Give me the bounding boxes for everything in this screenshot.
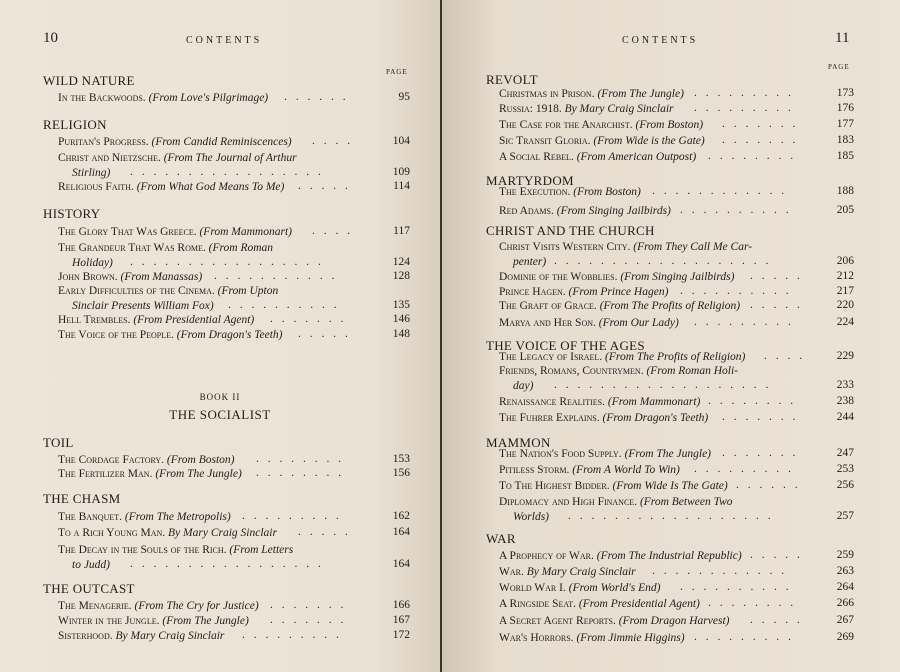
entry-source: (From Dragon's Teeth) [602,412,709,424]
dot-leader: . . . . . . . . . . . [214,270,338,282]
entry-page-number: 167 [392,614,410,626]
entry-page-number: 244 [836,411,854,423]
section-title: MAMMON [486,435,551,450]
dot-leader: . . . . . . . . . . . . [652,565,788,577]
entry-source: By Mary Craig Sinclair [564,103,674,115]
entry-page-number: 188 [836,185,854,197]
entry-page-number: 224 [836,316,854,328]
toc-entry [499,565,636,579]
entry-page-number: 164 [392,558,410,570]
entry-page-number: 269 [836,631,854,643]
dot-leader: . . . . . [750,614,803,626]
entry-title: Puritan's Progress. [58,136,149,148]
page-number: 11 [835,30,850,46]
entry-title: The Legacy of Israel. [499,351,603,363]
toc-entry [58,241,273,255]
page-number: 10 [43,30,58,46]
entry-title: Sisterhood. [58,630,113,642]
dot-leader: . . . . . . . . . . . . . . . . . [130,558,324,570]
entry-source: (From Jimmie Higgins) [576,632,685,644]
entry-source: By Mary Craig Sinclair [115,630,225,642]
entry-source: (From The Jungle) [162,615,249,627]
toc-entry [499,479,728,493]
toc-entry [58,284,278,298]
running-head: CONTENTS [622,35,699,46]
entry-source-continued: penter) [513,256,547,268]
entry-title: The Nation's Food Supply. [499,448,622,460]
entry-source: (From Manassas) [120,271,203,283]
entry-page-number: 183 [836,134,854,146]
entry-title: War. [499,566,524,578]
entry-title: World War I. [499,582,566,594]
toc-entry [58,151,297,165]
entry-source: (From They Call Me Car- [633,241,753,253]
toc-entry [499,87,684,101]
entry-page-number: 267 [836,614,854,626]
entry-page-number: 135 [392,299,410,311]
entry-source: (From Letters [229,544,294,556]
entry-title: Christmas in Prison. [499,88,595,100]
dot-leader: . . . . [312,135,354,147]
entry-page-number: 173 [836,87,854,99]
section-title: THE VOICE OF THE AGES [486,338,645,353]
toc-entry [58,328,283,342]
entry-source: (From Wide Is The Gate) [612,480,728,492]
dot-leader: . . . . . [298,180,351,192]
entry-source: (From The Jungle) [597,88,684,100]
entry-page-number: 266 [836,597,854,609]
entry-page-number: 156 [392,467,410,479]
toc-entry [499,581,660,595]
toc-entry [499,614,729,628]
right-page [442,0,900,672]
entry-title: The Fertilizer Man. [58,468,153,480]
entry-title: Dominie of the Wobblies. [499,271,618,283]
entry-title: The Banquet. [58,511,122,523]
entry-source: (From Boston) [573,186,641,198]
entry-page-number: 247 [836,447,854,459]
entry-page-number: 176 [836,102,854,114]
entry-page-number: 104 [392,135,410,147]
entry-source-continued: Sinclair Presents William Fox) [72,300,214,312]
dot-leader: . . . . . [298,526,351,538]
entry-source: (From Wide is the Gate) [593,135,705,147]
entry-title: Sic Transit Gloria. [499,135,591,147]
entry-page-number: 220 [836,299,854,311]
entry-title: Friends, Romans, Countrymen. [499,365,644,377]
entry-title: The Decay in the Souls of the Rich. [58,544,227,556]
toc-entry [58,270,202,284]
entry-title: The Voice of the People. [58,329,174,341]
entry-title: Winter in the Jungle. [58,615,160,627]
entry-source: (From Presidential Agent) [133,314,255,326]
dot-leader: . . . . . . . . . . . . . . . . . . . [554,379,772,391]
dot-leader: . . . . . . . . [256,453,345,465]
dot-leader: . . . . . . . . . . . . . . . . . [130,256,324,268]
toc-entry [499,411,708,425]
entry-title: The Glory That Was Greece. [58,226,197,238]
dot-leader: . . . . . . . . . . . . . . . . . . [568,510,774,522]
toc-entry [499,463,680,477]
dot-leader: . . . . . [750,549,803,561]
entry-title: John Brown. [58,271,118,283]
dot-leader: . . . . [312,225,354,237]
entry-page-number: 166 [392,599,410,611]
entry-source-continued: day) [513,380,534,392]
entry-page-number: 264 [836,581,854,593]
toc-entry [499,316,679,330]
page-column-label: PAGE [386,68,408,76]
dot-leader: . . . . . [750,270,803,282]
entry-source-continued: to Judd) [72,559,111,571]
section-title: HISTORY [43,206,101,221]
dot-leader: . . . . . . . [270,614,347,626]
toc-entry [499,495,733,509]
toc-entry [58,453,235,467]
entry-page-number: 95 [398,91,410,103]
section-title: THE OUTCAST [43,581,135,596]
entry-source: (From The Cry for Justice) [134,600,259,612]
entry-title: A Prophecy of War. [499,550,594,562]
toc-entry [58,91,268,105]
entry-source: (From Mammonart) [607,396,701,408]
entry-title: To The Highest Bidder. [499,480,610,492]
entry-source: (From Prince Hagen) [568,286,669,298]
entry-page-number: 146 [392,313,410,325]
dot-leader: . . . . . . . . . [694,102,794,114]
entry-source: (From Roman Holi- [646,365,739,377]
section-title: CHRIST AND THE CHURCH [486,223,655,238]
entry-page-number: 172 [392,629,410,641]
entry-title: The Case for the Anarchist. [499,119,633,131]
toc-entry [58,614,249,628]
entry-source: By Mary Craig Sinclair [168,527,277,539]
toc-entry [58,313,254,327]
entry-title: A Ringside Seat. [499,598,577,610]
dot-leader: . . . . . . . . . [242,510,342,522]
entry-title: A Secret Agent Reports. [499,615,616,627]
dot-leader: . . . . . . . . . . . . [652,185,788,197]
entry-source: (From Dragon Harvest) [618,615,730,627]
dot-leader: . . . . . [750,299,803,311]
entry-title: The Fuhrer Explains. [499,412,600,424]
entry-source: (From Love's Pilgrimage) [148,92,269,104]
entry-page-number: 233 [836,379,854,391]
entry-page-number: 128 [392,270,410,282]
entry-title: Christ Visits Western City. [499,241,631,253]
toc-entry [499,350,745,364]
entry-title: The Menagerie. [58,600,132,612]
entry-page-number: 259 [836,549,854,561]
dot-leader: . . . . [764,350,806,362]
toc-entry [499,204,671,218]
entry-page-number: 148 [392,328,410,340]
entry-source: (From Between Two [639,496,733,508]
entry-source: (From The Jungle) [155,468,242,480]
entry-title: Russia: 1918. [499,103,562,115]
entry-page-number: 205 [836,204,854,216]
entry-source: (From World's End) [568,582,661,594]
entry-source: (From The Metropolis) [124,511,231,523]
dot-leader: . . . . . . . [722,134,799,146]
dot-leader: . . . . . . . . . [242,629,342,641]
entry-source: (From Our Lady) [598,317,679,329]
entry-page-number: 124 [392,256,410,268]
entry-page-number: 162 [392,510,410,522]
entry-title: Early Difficulties of the Cinema. [58,285,215,297]
dot-leader: . . . . . . . . [256,467,345,479]
toc-entry [58,599,259,613]
entry-source: (From The Jungle) [624,448,712,460]
dot-leader: . . . . . . . . . . [228,299,340,311]
dot-leader: . . . . . . [736,479,801,491]
entry-page-number: 229 [836,350,854,362]
entry-title: The Execution. [499,186,571,198]
dot-leader: . . . . . . . . . [694,631,794,643]
entry-page-number: 177 [836,118,854,130]
dot-leader: . . . . . . [284,91,349,103]
toc-entry [499,395,700,409]
entry-source: (From Presidential Agent) [578,598,700,610]
entry-page-number: 263 [836,565,854,577]
entry-source: (From What God Means To Me) [136,181,285,193]
entry-page-number: 256 [836,479,854,491]
toc-entry [58,225,292,239]
entry-source-continued: Stirling) [72,167,111,179]
toc-entry [499,597,700,611]
book-title: THE SOCIALIST [169,407,271,422]
entry-title: War's Horrors. [499,632,574,644]
dot-leader: . . . . . . . . . [694,87,794,99]
running-head: CONTENTS [186,35,263,46]
toc-entry [58,510,231,524]
dot-leader: . . . . . . . [270,599,347,611]
dot-leader: . . . . . . . . . [694,463,794,475]
dot-leader: . . . . . . . . . . . . . . . . . . . [554,255,772,267]
dot-leader: . . . . . . . . [708,150,797,162]
toc-entry [499,185,641,199]
section-title: MARTYRDOM [486,173,574,188]
entry-page-number: 206 [836,255,854,267]
entry-source: (From The Journal of Arthur [163,152,297,164]
toc-entry [499,549,742,563]
dot-leader: . . . . . . . [722,118,799,130]
entry-page-number: 153 [392,453,410,465]
dot-leader: . . . . . . . . . [694,316,794,328]
entry-title: Renaissance Realities. [499,396,605,408]
entry-page-number: 238 [836,395,854,407]
entry-title: In the Backwoods. [58,92,146,104]
toc-entry [499,270,734,284]
entry-source: (From Singing Jailbirds) [620,271,735,283]
entry-page-number: 117 [393,225,410,237]
entry-page-number: 212 [836,270,854,282]
entry-source: (From Upton [217,285,279,297]
section-title: TOIL [43,435,74,450]
entry-title: To a Rich Young Man. [58,527,166,539]
dot-leader: . . . . . . . . . . [680,285,792,297]
toc-entry [499,134,705,148]
entry-page-number: 164 [392,526,410,538]
entry-page-number: 185 [836,150,854,162]
entry-page-number: 253 [836,463,854,475]
toc-entry [58,180,284,194]
toc-entry [499,118,703,132]
toc-entry [499,150,696,164]
section-title: THE CHASM [43,491,121,506]
entry-source: (From Roman [208,242,274,254]
entry-page-number: 217 [836,285,854,297]
entry-page-number: 257 [836,510,854,522]
book-label: BOOK II [199,392,241,402]
entry-source-continued: Holiday) [72,257,113,269]
toc-entry [499,447,711,461]
entry-title: Red Adams. [499,205,554,217]
section-title: WAR [486,531,516,546]
entry-source: (From The Profits of Religion) [605,351,746,363]
entry-title: Prince Hagen. [499,286,566,298]
entry-source: (From Singing Jailbirds) [556,205,671,217]
dot-leader: . . . . . . . . . . . . . . . . . [130,166,324,178]
toc-entry [499,631,685,645]
toc-entry [499,240,752,254]
entry-source: (From Candid Reminiscences) [151,136,292,148]
toc-entry [58,467,242,481]
entry-page-number: 109 [392,166,410,178]
entry-source: (From A World To Win) [572,464,680,476]
entry-title: Diplomacy and High Finance. [499,496,638,508]
entry-page-number: 114 [393,180,410,192]
entry-title: The Graft of Grace. [499,300,597,312]
entry-source-continued: Worlds) [513,511,549,523]
toc-entry [58,135,292,149]
entry-title: The Grandeur That Was Rome. [58,242,206,254]
entry-title: Religious Faith. [58,181,134,193]
entry-title: Hell Trembles. [58,314,131,326]
entry-title: Pitiless Storm. [499,464,570,476]
entry-source: (From The Industrial Republic) [596,550,742,562]
entry-title: The Cordage Factory. [58,454,165,466]
dot-leader: . . . . . . . . [708,597,797,609]
toc-entry [58,526,277,540]
entry-source: (From Boston) [166,454,235,466]
page-column-label: PAGE [828,63,850,71]
toc-entry [58,543,293,557]
toc-entry [499,299,740,313]
dot-leader: . . . . . . . . . . [680,581,792,593]
toc-entry [499,285,668,299]
toc-entry [499,364,738,378]
dot-leader: . . . . . [298,328,351,340]
entry-title: Marya and Her Son. [499,317,596,329]
dot-leader: . . . . . . . . . . [680,204,792,216]
toc-entry [58,629,224,643]
dot-leader: . . . . . . . [722,411,799,423]
section-title: WILD NATURE [43,73,135,88]
entry-title: A Social Rebel. [499,151,574,163]
entry-title: Christ and Nietzsche. [58,152,161,164]
entry-source: By Mary Craig Sinclair [526,566,636,578]
entry-source: (From The Profits of Religion) [599,300,741,312]
entry-source: (From American Outpost) [576,151,697,163]
dot-leader: . . . . . . . [270,313,347,325]
entry-source: (From Mammonart) [199,226,292,238]
entry-source: (From Dragon's Teeth) [176,329,283,341]
section-title: REVOLT [486,72,538,87]
dot-leader: . . . . . . . . [708,395,797,407]
entry-source: (From Boston) [635,119,704,131]
section-title: RELIGION [43,117,107,132]
dot-leader: . . . . . . . [722,447,799,459]
left-page [0,0,440,672]
toc-entry [499,102,674,116]
